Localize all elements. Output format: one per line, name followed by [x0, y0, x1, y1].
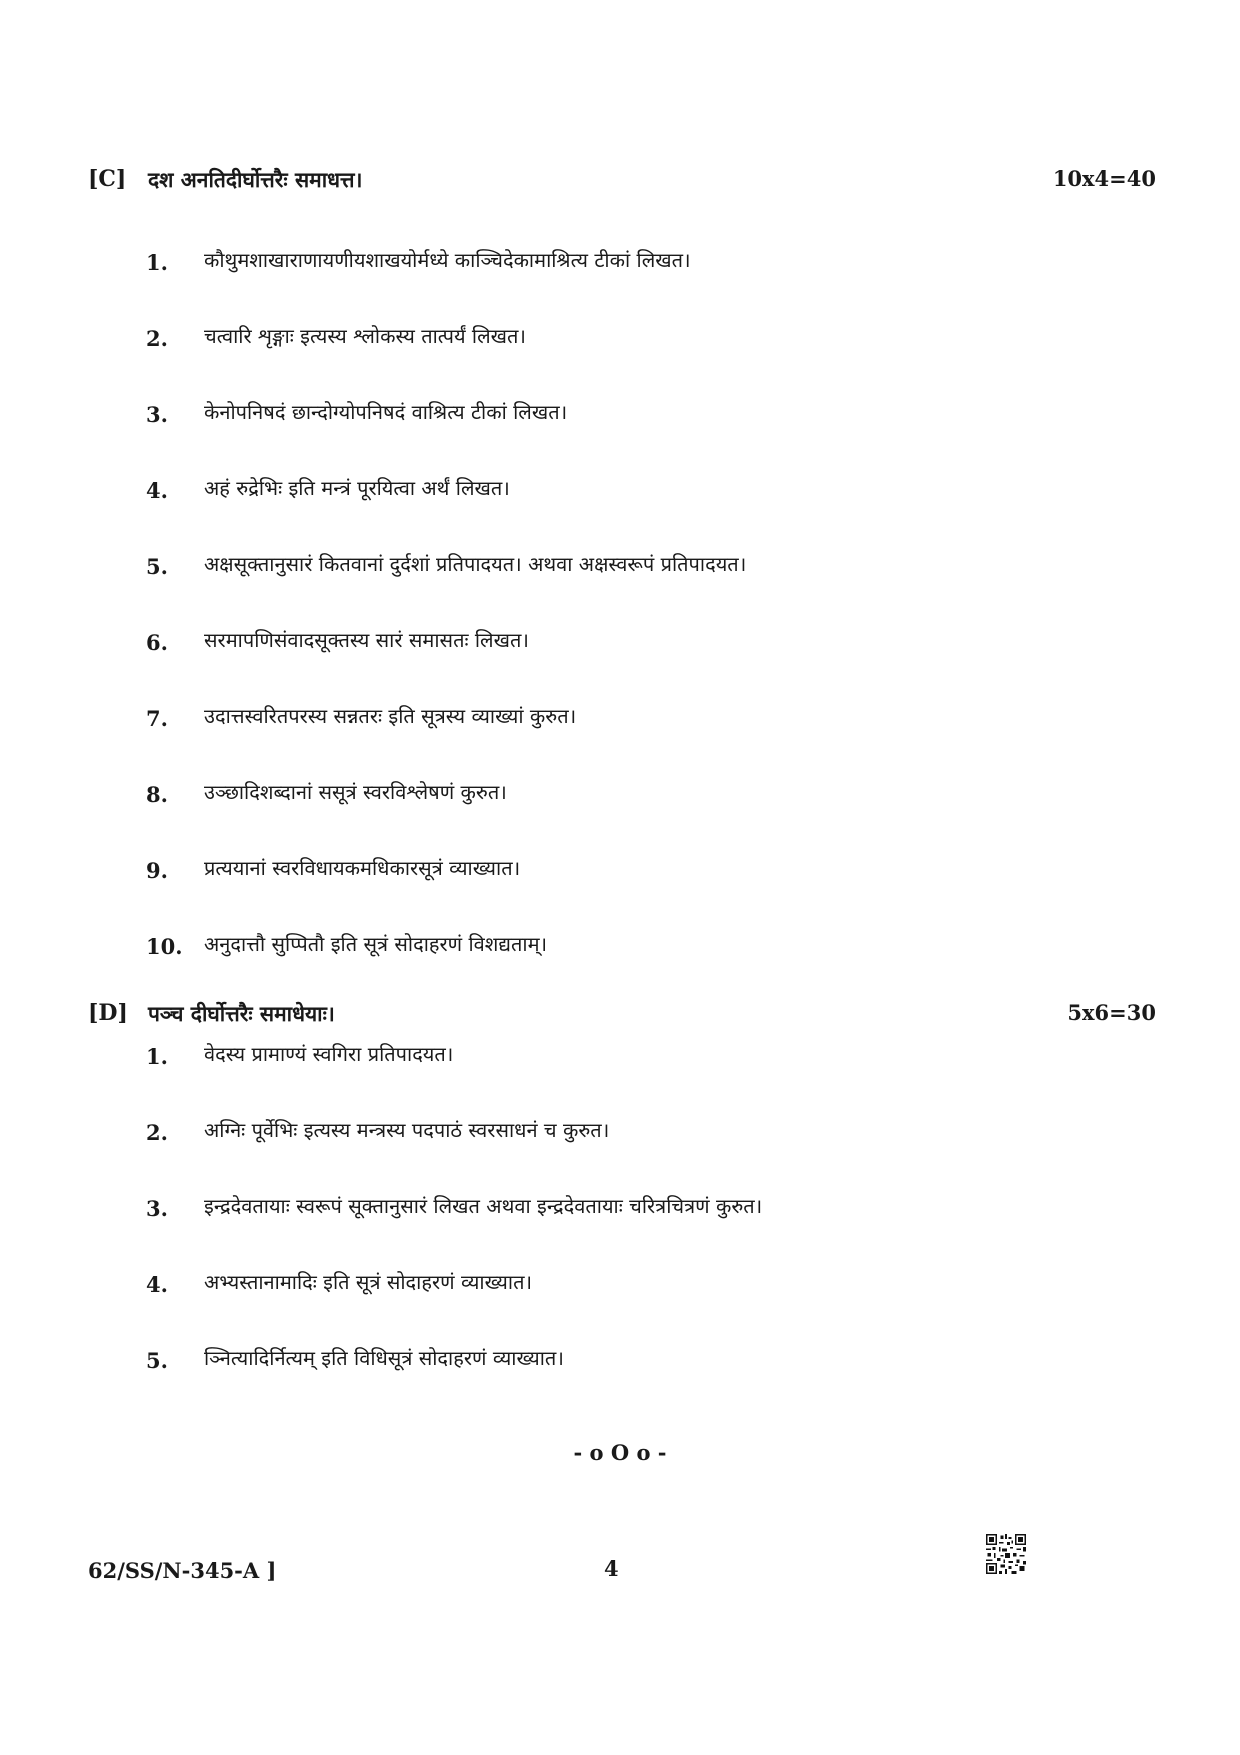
- section-label: [C]: [88, 166, 127, 192]
- section-title: दश अनतिदीर्घोत्तरैः समाधत्त।: [148, 167, 363, 192]
- question-text: अभ्यस्तानामादिः इति सूत्रं सोदाहरणं व्याख्यात।: [204, 1270, 533, 1294]
- section-d-header: [88, 1000, 1156, 1040]
- question-number: 2.: [146, 1120, 168, 1145]
- question-item: [146, 706, 1146, 746]
- question-item: [146, 1196, 1146, 1236]
- question-text: उञ्छादिशब्दानां ससूत्रं स्वरविश्लेषणं कुरुत।: [204, 780, 507, 804]
- question-item: [146, 934, 1146, 974]
- question-number: 3.: [146, 402, 168, 427]
- question-item: [146, 250, 1146, 290]
- section-title: पञ्च दीर्घोत्तरैः समाधेयाः।: [148, 1001, 335, 1026]
- section-marks: 10x4=40: [1052, 166, 1156, 191]
- end-of-paper-mark: - o O o -: [573, 1440, 667, 1465]
- question-item: [146, 1272, 1146, 1312]
- question-item: [146, 554, 1146, 594]
- question-number: 5.: [146, 1348, 168, 1373]
- question-text: कौथुमशाखाराणायणीयशाखयोर्मध्ये काञ्चिदेकामाश्रित्य टीकां लिखत।: [204, 248, 691, 272]
- question-text: अहं रुद्रेभिः इति मन्त्रं पूरयित्वा अर्थं लिखत।: [204, 476, 510, 500]
- question-number: 4.: [146, 1272, 168, 1297]
- question-text: प्रत्ययानां स्वरविधायकमधिकारसूत्रं व्याख्यात।: [204, 856, 521, 880]
- section-c-header: [88, 166, 1156, 206]
- question-number: 1.: [146, 1044, 168, 1069]
- question-item: [146, 326, 1146, 366]
- question-number: 9.: [146, 858, 168, 883]
- question-item: [146, 1044, 1146, 1084]
- question-item: [146, 630, 1146, 670]
- page-number: 4: [604, 1556, 619, 1581]
- question-number: 6.: [146, 630, 168, 655]
- question-number: 7.: [146, 706, 168, 731]
- qr-code-icon: [986, 1534, 1026, 1574]
- question-item: [146, 1348, 1146, 1388]
- question-number: 3.: [146, 1196, 168, 1221]
- question-number: 4.: [146, 478, 168, 503]
- paper-code: 62/SS/N-345-A ]: [88, 1558, 277, 1583]
- question-number: 1.: [146, 250, 168, 275]
- question-text: केनोपनिषदं छान्दोग्योपनिषदं वाश्रित्य टीकां लिखत।: [204, 400, 568, 424]
- question-text: वेदस्य प्रामाण्यं स्वगिरा प्रतिपादयत।: [204, 1042, 454, 1066]
- question-item: [146, 402, 1146, 442]
- question-item: [146, 478, 1146, 518]
- question-text: सरमापणिसंवादसूक्तस्य सारं समासतः लिखत।: [204, 628, 529, 652]
- section-label: [D]: [88, 1000, 128, 1026]
- question-text: ञ्नित्यादिर्नित्यम् इति विधिसूत्रं सोदाहरणं व्याख्यात।: [204, 1346, 564, 1370]
- question-item: [146, 1120, 1146, 1160]
- section-marks: 5x6=30: [1067, 1000, 1156, 1025]
- question-text: अक्षसूक्तानुसारं कितवानां दुर्दशां प्रतिपादयत। अथवा अक्षस्वरूपं प्रतिपादयत।: [204, 552, 747, 576]
- question-number: 8.: [146, 782, 168, 807]
- question-number: 10.: [146, 934, 183, 959]
- question-item: [146, 782, 1146, 822]
- question-number: 5.: [146, 554, 168, 579]
- question-text: चत्वारि शृङ्गाः इत्यस्य श्लोकस्य तात्पर्यं लिखत।: [204, 324, 526, 348]
- question-item: [146, 858, 1146, 898]
- question-text: उदात्तस्वरितपरस्य सन्नतरः इति सूत्रस्य व्याख्यां कुरुत।: [204, 704, 577, 728]
- question-text: इन्द्रदेवतायाः स्वरूपं सूक्तानुसारं लिखत अथवा इन्द्रदेवतायाः चरित्रचित्रणं कुरुत।: [204, 1194, 763, 1218]
- question-text: अग्निः पूर्वेभिः इत्यस्य मन्त्रस्य पदपाठं स्वरसाधनं च कुरुत।: [204, 1118, 610, 1142]
- question-text: अनुदात्तौ सुप्पितौ इति सूत्रं सोदाहरणं विशद्यताम्।: [204, 932, 548, 956]
- question-number: 2.: [146, 326, 168, 351]
